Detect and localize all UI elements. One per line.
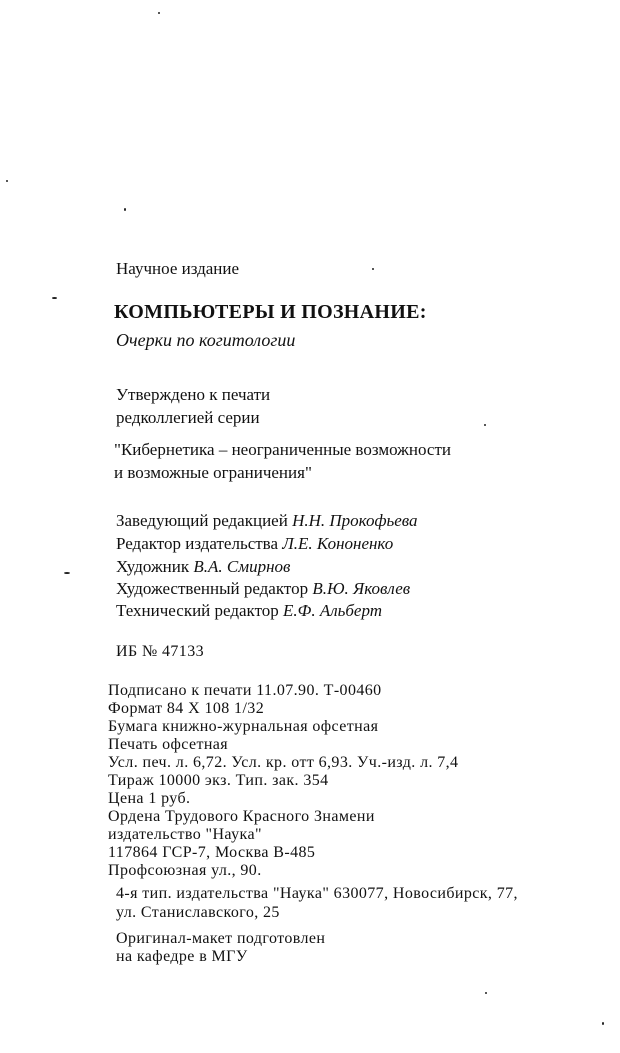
series-label: Научное издание (116, 259, 240, 278)
approval-line-2: редколлегией серии (116, 408, 260, 427)
series-name-line-1: "Кибернетика – неограниченные возможности (114, 440, 451, 459)
scan-speck (485, 992, 487, 994)
approval-line-1: Утверждено к печати (116, 385, 271, 404)
staff-name: Н.Н. Прокофьева (292, 511, 418, 530)
staff-name: Е.Ф. Альберт (283, 601, 383, 620)
staff-role: Художник (116, 557, 190, 576)
printer-line-1: 4-я тип. издательства "Наука" 630077, Новосибирск, 77, (116, 885, 518, 902)
staff-editor-in-chief (116, 511, 418, 531)
scan-speck (158, 12, 160, 14)
staff-name: В.А. Смирнов (193, 557, 291, 576)
scan-speck (52, 297, 57, 299)
imprint-line: Усл. печ. л. 6,72. Усл. кр. отт 6,93. Уч.-изд. л. 7,4 (108, 754, 459, 771)
scan-speck (372, 268, 374, 270)
printer-line-2: ул. Станиславского, 25 (116, 904, 280, 921)
staff-technical-editor (116, 601, 382, 621)
original-line-1: Оригинал-макет подготовлен (116, 930, 326, 947)
staff-artist (116, 557, 290, 577)
imprint-line: Формат 84 X 108 1/32 (108, 700, 265, 717)
staff-art-editor (116, 579, 410, 599)
imprint-line: Ордена Трудового Красного Знамени (108, 808, 375, 825)
ib-number: ИБ № 47133 (116, 643, 205, 660)
staff-role: Технический редактор (116, 601, 279, 620)
original-line-2: на кафедре в МГУ (116, 948, 248, 965)
staff-role: Редактор издательства (116, 534, 279, 553)
staff-publisher-editor (116, 534, 393, 554)
staff-role: Заведующий редакцией (116, 511, 288, 530)
staff-name: Л.Е. Кононенко (282, 534, 394, 553)
imprint-line: издательство "Наука" (108, 826, 262, 843)
book-title: КОМПЬЮТЕРЫ И ПОЗНАНИЕ: (114, 301, 427, 323)
staff-role: Художественный редактор (116, 579, 309, 598)
imprint-line: Профсоюзная ул., 90. (108, 862, 262, 879)
imprint-line: Тираж 10000 экз. Тип. зак. 354 (108, 772, 329, 789)
imprint-line: Печать офсетная (108, 736, 229, 753)
scan-speck (484, 424, 486, 426)
series-name-line-2: и возможные ограничения" (114, 463, 312, 482)
scan-speck (602, 1022, 604, 1025)
book-subtitle: Очерки по когитологии (116, 330, 296, 350)
imprint-line: Подписано к печати 11.07.90. Т-00460 (108, 682, 382, 699)
imprint-line: 117864 ГСР-7, Москва В-485 (108, 844, 316, 861)
scan-speck (6, 180, 8, 182)
imprint-line: Бумага книжно-журнальная офсетная (108, 718, 379, 735)
staff-name: В.Ю. Яковлев (312, 579, 411, 598)
scan-speck (64, 572, 70, 574)
imprint-line: Цена 1 руб. (108, 790, 191, 807)
scan-speck (124, 208, 126, 211)
